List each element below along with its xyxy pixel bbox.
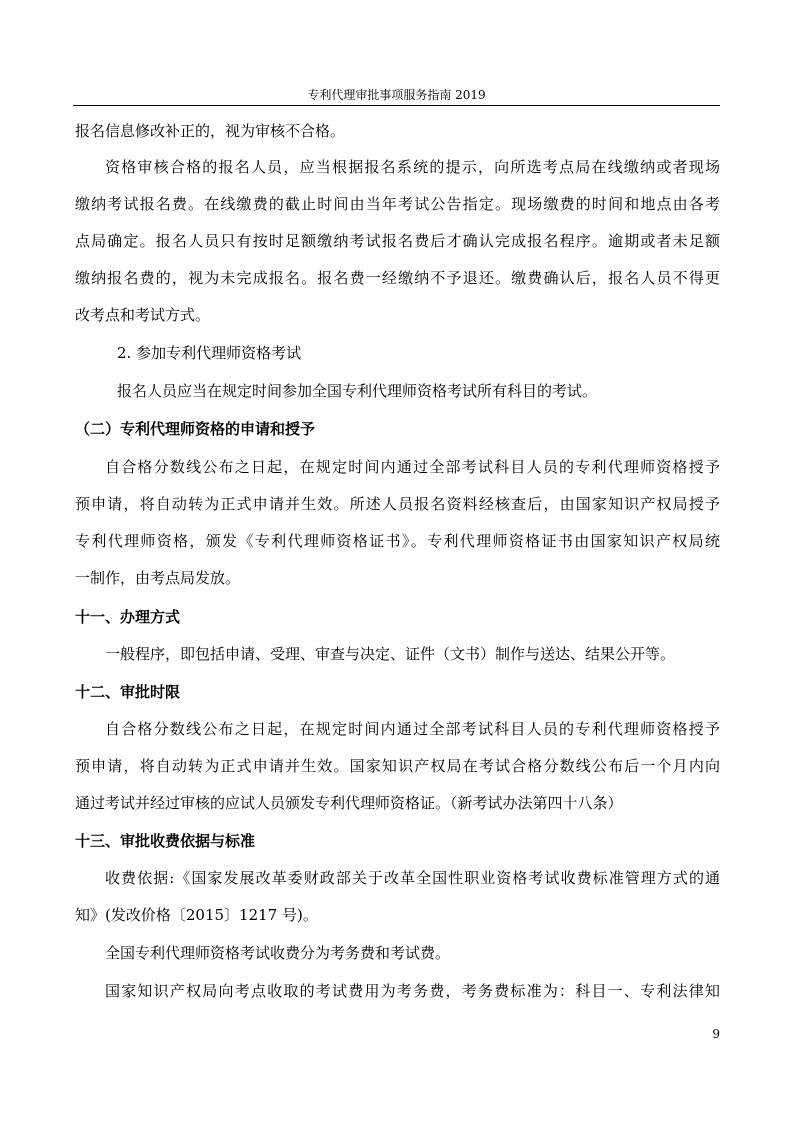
section-heading: （二）专利代理师资格的申请和授予 xyxy=(75,420,316,438)
paragraph-line: 一制作，由考点局发放。 xyxy=(75,569,241,587)
paragraph-line: 国家知识产权局向考点收取的考试费用为考务费，考务费标准为：科目一、专利法律知 xyxy=(105,982,720,1000)
paragraph-line: 改考点和考试方式。 xyxy=(75,306,211,324)
paragraph-line: 报名人员应当在规定时间参加全国专利代理师资格考试所有科目的考试。 xyxy=(117,382,598,400)
paragraph-line: 自合格分数线公布之日起，在规定时间内通过全部考试科目人员的专利代理师资格授予 xyxy=(105,720,720,738)
paragraph-line: 收费依据:《国家发展改革委财政部关于改革全国性职业资格考试收费标准管理方式的通 xyxy=(105,869,720,887)
section-heading: 十一、办理方式 xyxy=(75,608,181,626)
paragraph-line: 资格审核合格的报名人员，应当根据报名系统的提示，向所选考点局在线缴纳或者现场 xyxy=(105,158,720,176)
running-header: 专利代理审批事项服务指南 2019 xyxy=(73,88,720,106)
paragraph-line: 预申请，将自动转为正式申请并生效。所述人员报名资料经核查后，由国家知识产权局授予 xyxy=(75,495,720,513)
paragraph-line: 预申请，将自动转为正式申请并生效。国家知识产权局在考试合格分数线公布后一个月内向 xyxy=(75,757,720,775)
paragraph-line: 自合格分数线公布之日起，在规定时间内通过全部考试科目人员的专利代理师资格授予 xyxy=(105,458,720,476)
paragraph-line: 全国专利代理师资格考试收费分为考务费和考试费。 xyxy=(105,944,451,962)
paragraph-line: 通过考试并经过审核的应试人员颁发专利代理师资格证。（新考试办法第四十八条） xyxy=(75,794,623,812)
paragraph-line: 知》(发改价格〔2015〕1217 号)。 xyxy=(75,906,318,924)
paragraph-line: 点局确定。报名人员只有按时足额缴纳考试报名费后才确认完成报名程序。逾期或者未足额 xyxy=(75,232,720,250)
section-heading: 十二、审批时限 xyxy=(75,683,181,701)
paragraph-line: 缴纳考试报名费。在线缴费的截止时间由当年考试公告指定。现场缴费的时间和地点由各考 xyxy=(75,195,720,213)
page-number: 9 xyxy=(712,1027,720,1041)
paragraph-line: 缴纳报名费的，视为未完成报名。报名费一经缴纳不予退还。缴费确认后，报名人员不得更 xyxy=(75,269,720,287)
section-heading: 十三、审批收费依据与标准 xyxy=(75,832,256,850)
list-item-heading: 2. 参加专利代理师资格考试 xyxy=(117,344,302,362)
paragraph-line: 专利代理师资格，颁发《专利代理师资格证书》。专利代理师资格证书由国家知识产权局统 xyxy=(75,532,720,550)
paragraph-line: 报名信息修改补正的，视为审核不合格。 xyxy=(75,122,346,140)
paragraph-line: 一般程序，即包括申请、受理、审查与决定、证件（文书）制作与送达、结果公开等。 xyxy=(105,645,676,663)
